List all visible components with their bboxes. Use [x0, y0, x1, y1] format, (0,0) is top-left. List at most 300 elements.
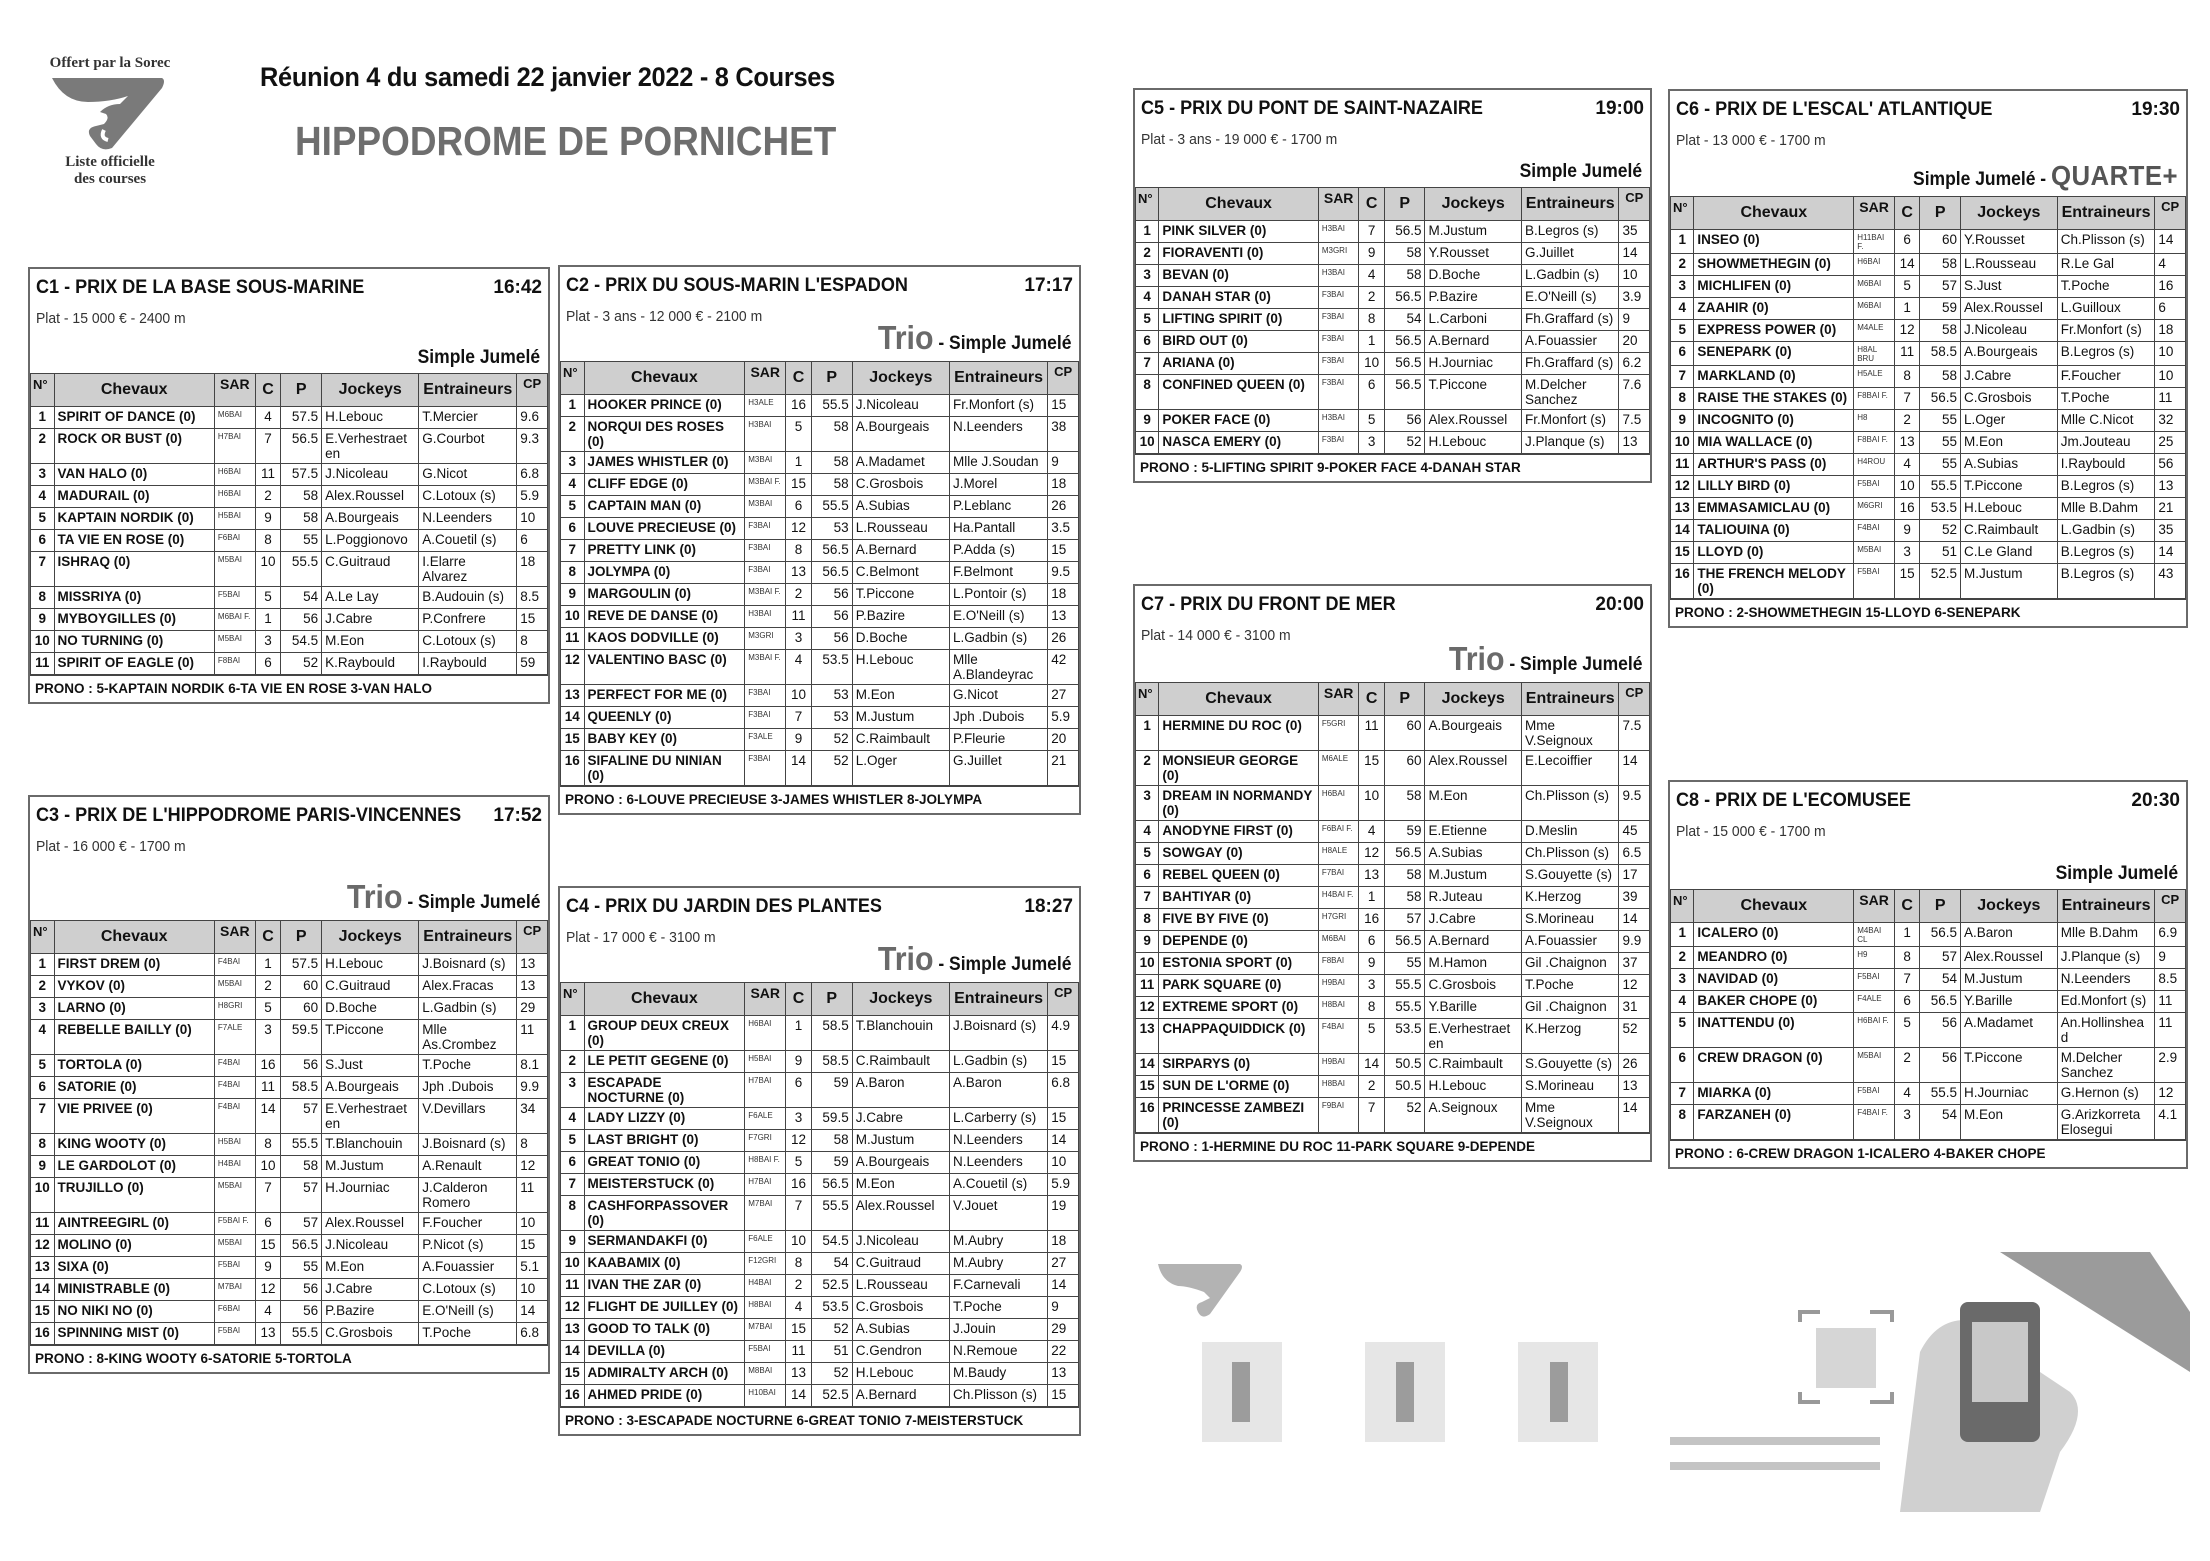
trainer: N.Leenders [949, 1130, 1047, 1152]
horse-sar: F3BAI [745, 518, 786, 540]
horse-name: JAMES WHISTLER (0) [584, 452, 745, 474]
horse-sar: H7BAI [745, 1174, 786, 1196]
trainer: I.Elarre Alvarez [419, 552, 517, 587]
weight: 59 [811, 1152, 852, 1174]
race-bet-types [1913, 160, 2178, 192]
jockey: A.Bourgeais [322, 1077, 419, 1099]
horse-sar: M3GRI [745, 628, 786, 650]
trainer: N.Leenders [419, 508, 517, 530]
race-prono: PRONO : 1-HERMINE DU ROC 11-PARK SQUARE 9-DEPENDE [1135, 1133, 1650, 1160]
draw: 7 [786, 707, 812, 729]
trainer: F.Carnevali [949, 1275, 1047, 1297]
jockey: L.Carboni [1425, 309, 1522, 331]
horse-name: LILLY BIRD (0) [1694, 476, 1854, 498]
table-header-row [1671, 197, 2186, 230]
runner-row [31, 1279, 548, 1301]
odds: 10 [1619, 265, 1650, 287]
weight: 53.5 [811, 650, 852, 685]
draw: 4 [786, 650, 812, 685]
horse-sar: M8BAI [745, 1363, 786, 1385]
horse-name: PERFECT FOR ME (0) [584, 685, 745, 707]
odds: 10 [517, 1279, 548, 1301]
odds: 4.9 [1048, 1016, 1079, 1051]
draw: 14 [786, 1385, 812, 1407]
column-header-trainer: Entraineurs [2057, 197, 2155, 230]
horse-name: CAPTAIN MAN (0) [584, 496, 745, 518]
runner-row [31, 998, 548, 1020]
horse-name: REBELLE BAILLY (0) [54, 1020, 214, 1055]
runners-table [30, 920, 548, 1345]
trainer: J.Calderon Romero [419, 1178, 517, 1213]
odds: 31 [1619, 997, 1650, 1019]
runner-row [561, 1073, 1079, 1108]
trainer: Mlle J.Soudan [949, 452, 1047, 474]
bet-trio-label: Trio [877, 319, 934, 356]
horse-name: SIRPARYS (0) [1159, 1054, 1318, 1076]
draw: 2 [1359, 287, 1384, 309]
odds: 4 [2155, 254, 2186, 276]
weight: 58 [1384, 865, 1425, 887]
weight: 53.5 [1920, 498, 1961, 520]
horse-name: MEANDRO (0) [1694, 947, 1854, 969]
race-time: 20:00 [1595, 594, 1644, 615]
draw: 7 [1894, 969, 1919, 991]
horse-sar: F5BAI [745, 1341, 786, 1363]
odds: 7.6 [1619, 375, 1650, 410]
runner-row [1671, 991, 2186, 1013]
horse-sar: F5BAI [1854, 564, 1895, 599]
weight: 56 [811, 584, 852, 606]
jockey: Y.Barille [1961, 991, 2058, 1013]
race-bet-types [418, 347, 540, 369]
horse-name: NO NIKI NO (0) [54, 1301, 214, 1323]
runner-row [31, 631, 548, 653]
runner-number: 2 [1136, 243, 1159, 265]
draw: 6 [1894, 230, 1919, 254]
trainer: P.Fleurie [949, 729, 1047, 751]
runner-row [31, 1178, 548, 1213]
trainer: P.Nicot (s) [419, 1235, 517, 1257]
horse-sar: H6BAI [214, 464, 255, 486]
jockey: T.Piccone [852, 584, 949, 606]
draw: 1 [255, 609, 281, 631]
weight: 50.5 [1384, 1054, 1425, 1076]
draw: 2 [255, 486, 281, 508]
jockey: C.Guitraud [852, 1253, 949, 1275]
column-header-trainer: Entraineurs [1521, 188, 1619, 221]
runner-number: 1 [1136, 716, 1159, 751]
horse-sar: H4BAI F. [1318, 887, 1359, 909]
horse-sar: H8BAI F. [745, 1152, 786, 1174]
race-title: C6 - PRIX DE L'ESCAL' ATLANTIQUE [1676, 99, 1993, 120]
column-header-sar: SAR [745, 983, 786, 1016]
horse-name: CHAPPAQUIDDICK (0) [1159, 1019, 1318, 1054]
trainer: S.Morineau [1521, 1076, 1619, 1098]
weight: 56 [281, 1301, 322, 1323]
horse-sar: F3BAI [745, 562, 786, 584]
runner-row [1136, 1076, 1650, 1098]
runner-number: 15 [1136, 1076, 1159, 1098]
jockey: P.Bazire [1425, 287, 1522, 309]
trainer: G.Juillet [1521, 243, 1619, 265]
weight: 55.5 [811, 496, 852, 518]
horse-name: REBEL QUEEN (0) [1159, 865, 1318, 887]
runner-row [561, 474, 1079, 496]
trainer: M.Delcher Sanchez [2057, 1048, 2155, 1083]
odds: 9.5 [1048, 562, 1079, 584]
horse-name: MIARKA (0) [1694, 1083, 1854, 1105]
odds: 9 [1619, 309, 1650, 331]
trainer: J.Planque (s) [2057, 947, 2155, 969]
horse-sar: F6BAI [214, 1301, 255, 1323]
weight: 56.5 [1384, 353, 1425, 375]
runner-row [1136, 931, 1650, 953]
trainer: P.Adda (s) [949, 540, 1047, 562]
runner-row [1671, 320, 2186, 342]
race-time: 17:52 [493, 805, 542, 826]
horse-sar: H8GRI [214, 998, 255, 1020]
horse-name: SPINNING MIST (0) [54, 1323, 214, 1345]
jockey: Alex.Roussel [322, 1213, 419, 1235]
draw: 11 [786, 606, 812, 628]
weight: 52.5 [1920, 564, 1961, 599]
weight: 52 [811, 1363, 852, 1385]
runner-number: 16 [1671, 564, 1694, 599]
trainer: F.Belmont [949, 562, 1047, 584]
weight: 55.5 [1384, 975, 1425, 997]
runner-row [1136, 353, 1650, 375]
weight: 53 [811, 518, 852, 540]
jockey: K.Raybould [322, 653, 419, 675]
draw: 8 [255, 530, 281, 552]
runner-row [561, 1108, 1079, 1130]
horse-sar: F5BAI [214, 1323, 255, 1345]
jockey: E.Etienne [1425, 821, 1522, 843]
odds: 15 [517, 1235, 548, 1257]
odds: 15 [1048, 540, 1079, 562]
runner-number: 12 [31, 1235, 55, 1257]
race-bet-types [1448, 640, 1642, 678]
runner-row [31, 976, 548, 998]
weight: 56 [1920, 1013, 1961, 1048]
trainer: D.Meslin [1521, 821, 1619, 843]
draw: 8 [1894, 947, 1919, 969]
jockey: Alex.Roussel [1425, 410, 1522, 432]
column-header-horse: Chevaux [1159, 188, 1318, 221]
runner-row [561, 1231, 1079, 1253]
runners-table [560, 982, 1079, 1407]
trainer: Ch.Plisson (s) [2057, 230, 2155, 254]
odds: 21 [1048, 751, 1079, 786]
horse-name: EXPRESS POWER (0) [1694, 320, 1854, 342]
horse-sar: H6BAI F. [1854, 1013, 1895, 1048]
runner-number: 3 [31, 998, 55, 1020]
runner-row [31, 552, 548, 587]
horse-sar: M5BAI [214, 976, 255, 998]
jockey: C.Le Gland [1961, 542, 2058, 564]
race-prono: PRONO : 3-ESCAPADE NOCTURNE 6-GREAT TONIO 7-MEISTERSTUCK [560, 1407, 1079, 1434]
table-header-row [1136, 683, 1650, 716]
runner-row [31, 653, 548, 675]
weight: 55.5 [811, 395, 852, 417]
runners-table [1135, 682, 1650, 1133]
draw: 5 [1894, 276, 1919, 298]
odds: 35 [2155, 520, 2186, 542]
horse-name: KAABAMIX (0) [584, 1253, 745, 1275]
runner-row [561, 1253, 1079, 1275]
horse-sar: F3BAI [745, 540, 786, 562]
runner-row [1671, 520, 2186, 542]
runner-number: 2 [561, 417, 585, 452]
horse-sar: H8BAI [1318, 1076, 1359, 1098]
odds: 14 [1619, 909, 1650, 931]
horse-name: POKER FACE (0) [1159, 410, 1318, 432]
draw: 9 [1359, 953, 1384, 975]
horse-sar: H3BAI [1318, 265, 1359, 287]
jockey: A.Subias [852, 496, 949, 518]
bet-types-label: Simple Jumelé [417, 347, 540, 368]
horse-name: ROCK OR BUST (0) [54, 429, 214, 464]
runner-row [31, 1235, 548, 1257]
jockey: C.Belmont [852, 562, 949, 584]
column-header-no: N° [1136, 683, 1159, 716]
horse-sar: M5BAI [1854, 542, 1895, 564]
draw: 3 [1894, 542, 1919, 564]
runner-number: 6 [1671, 342, 1694, 366]
odds: 12 [517, 1156, 548, 1178]
horse-name: GROUP DEUX CREUX (0) [584, 1016, 745, 1051]
column-header-jockey: Jockeys [1425, 683, 1522, 716]
weight: 58 [1920, 366, 1961, 388]
horse-name: MIA WALLACE (0) [1694, 432, 1854, 454]
weight: 53 [811, 707, 852, 729]
horse-sar: M6GRI [1854, 498, 1895, 520]
draw: 8 [1359, 309, 1384, 331]
horse-sar: F4BAI [1318, 1019, 1359, 1054]
horse-sar: M3BAI F. [745, 584, 786, 606]
runner-row [561, 584, 1079, 606]
odds: 5.9 [517, 486, 548, 508]
column-header-sar: SAR [1318, 188, 1359, 221]
odds: 12 [2155, 1083, 2186, 1105]
jockey: Alex.Roussel [322, 486, 419, 508]
horse-sar: F4BAI [214, 954, 255, 976]
jockey: A.Seignoux [1425, 1098, 1522, 1133]
runner-number: 2 [561, 1051, 585, 1073]
horse-name: TRUJILLO (0) [54, 1178, 214, 1213]
trainer: Ch.Plisson (s) [949, 1385, 1047, 1407]
odds: 27 [1048, 685, 1079, 707]
race-title: C8 - PRIX DE L'ECOMUSEE [1676, 790, 1911, 811]
jockey: A.Bourgeais [852, 417, 949, 452]
jockey: C.Raimbault [852, 1051, 949, 1073]
column-header-horse: Chevaux [54, 921, 214, 954]
horse-sar: M6BAI [1854, 276, 1895, 298]
jockey: C.Raimbault [852, 729, 949, 751]
race-header [30, 269, 548, 373]
horse-sar: H4BAI [214, 1156, 255, 1178]
race-time: 20:30 [2131, 790, 2180, 811]
horse-sar: F8BAI F. [1854, 432, 1895, 454]
draw: 10 [1359, 786, 1384, 821]
horse-name: NASCA EMERY (0) [1159, 432, 1318, 454]
odds: 11 [2155, 388, 2186, 410]
draw: 13 [786, 1363, 812, 1385]
odds: 11 [2155, 991, 2186, 1013]
weight: 56.5 [1384, 221, 1425, 243]
column-header-trainer: Entraineurs [2057, 890, 2155, 923]
jockey: A.Le Lay [322, 587, 419, 609]
odds: 14 [517, 1301, 548, 1323]
weight: 57 [281, 1099, 322, 1134]
jockey: R.Juteau [1425, 887, 1522, 909]
trainer: T.Poche [1521, 975, 1619, 997]
draw: 11 [1359, 716, 1384, 751]
draw: 1 [255, 954, 281, 976]
qr-scan-promo-icon [1140, 1252, 2190, 1512]
weight: 51 [1920, 542, 1961, 564]
odds: 42 [1048, 650, 1079, 685]
jockey: Alex.Roussel [1961, 947, 2058, 969]
runner-row [561, 562, 1079, 584]
horse-name: ARIANA (0) [1159, 353, 1318, 375]
horse-name: DEPENDE (0) [1159, 931, 1318, 953]
trainer: S.Gouyette (s) [1521, 865, 1619, 887]
runner-row [1671, 388, 2186, 410]
runner-row [31, 587, 548, 609]
trainer: Mlle C.Nicot [2057, 410, 2155, 432]
odds: 9 [1048, 452, 1079, 474]
horse-name: SIFALINE DU NINIAN (0) [584, 751, 745, 786]
runner-row [561, 628, 1079, 650]
column-header-c: C [255, 374, 281, 407]
horse-name: ICALERO (0) [1694, 923, 1854, 947]
jockey: D.Boche [322, 998, 419, 1020]
horse-name: DEVILLA (0) [584, 1341, 745, 1363]
race-bet-types [877, 940, 1071, 978]
weight: 55 [1920, 410, 1961, 432]
runner-number: 7 [561, 540, 585, 562]
weight: 56.5 [811, 562, 852, 584]
horse-sar: M5BAI [214, 1235, 255, 1257]
trainer: I.Raybould [2057, 454, 2155, 476]
runner-number: 1 [31, 954, 55, 976]
column-header-sar: SAR [214, 374, 255, 407]
logo-bottom-text-2: des courses [73, 171, 147, 187]
jockey: J.Nicoleau [322, 1235, 419, 1257]
odds: 26 [1619, 1054, 1650, 1076]
runner-number: 12 [561, 1297, 585, 1319]
column-header-jockey: Jockeys [1961, 890, 2058, 923]
odds: 56 [2155, 454, 2186, 476]
odds: 20 [1619, 331, 1650, 353]
trainer: Jph .Dubois [419, 1077, 517, 1099]
runner-number: 10 [31, 631, 55, 653]
horse-name: BAHTIYAR (0) [1159, 887, 1318, 909]
trainer: Gil .Chaignon [1521, 953, 1619, 975]
runner-row [1136, 221, 1650, 243]
runner-row [561, 1319, 1079, 1341]
jockey: J.Cabre [852, 1108, 949, 1130]
trainer: F.Foucher [2057, 366, 2155, 388]
draw: 10 [786, 685, 812, 707]
odds: 6.8 [517, 1323, 548, 1345]
weight: 52 [1384, 1098, 1425, 1133]
jockey: M.Justum [1961, 564, 2058, 599]
race-header [1670, 91, 2186, 196]
runner-number: 8 [31, 587, 55, 609]
trainer: G.Nicot [419, 464, 517, 486]
runner-row [1136, 375, 1650, 410]
horse-name: LADY LIZZY (0) [584, 1108, 745, 1130]
horse-sar: F7GRI [745, 1130, 786, 1152]
odds: 5.1 [517, 1257, 548, 1279]
horse-name: LE PETIT GEGENE (0) [584, 1051, 745, 1073]
trainer: I.Raybould [419, 653, 517, 675]
odds: 5.9 [1048, 1174, 1079, 1196]
horse-sar: F5BAI F. [214, 1213, 255, 1235]
jockey: A.Bourgeais [852, 1152, 949, 1174]
jockey: A.Baron [852, 1073, 949, 1108]
trainer: N.Remoue [949, 1341, 1047, 1363]
column-header-cp: CP [2155, 890, 2186, 923]
horse-sar: F5BAI [214, 1257, 255, 1279]
horse-sar: H6BAI [745, 1016, 786, 1051]
column-header-c: C [1359, 188, 1384, 221]
table-header-row [561, 362, 1079, 395]
bet-quarte-label: QUARTE+ [2050, 160, 2178, 191]
jockey: A.Madamet [1961, 1013, 2058, 1048]
horse-name: LLOYD (0) [1694, 542, 1854, 564]
horse-sar: F3BAI [1318, 353, 1359, 375]
horse-sar: F3BAI [745, 707, 786, 729]
runner-row [561, 1051, 1079, 1073]
horse-name: TALIOUINA (0) [1694, 520, 1854, 542]
jockey: E.Verhestraet en [1425, 1019, 1522, 1054]
weight: 56.5 [1384, 375, 1425, 410]
runner-number: 5 [561, 496, 585, 518]
horse-sar: M6BAI [1318, 931, 1359, 953]
odds: 6.8 [1048, 1073, 1079, 1108]
jockey: A.Bourgeais [1961, 342, 2058, 366]
trainer: L.Carberry (s) [949, 1108, 1047, 1130]
column-header-cp: CP [1048, 983, 1079, 1016]
trainer: A.Baron [949, 1073, 1047, 1108]
runner-row [561, 751, 1079, 786]
jockey: M.Eon [1961, 432, 2058, 454]
race-title: C3 - PRIX DE L'HIPPODROME PARIS-VINCENNES [36, 805, 462, 826]
column-header-p: P [281, 374, 322, 407]
horse-name: FIORAVENTI (0) [1159, 243, 1318, 265]
trainer: B.Legros (s) [2057, 542, 2155, 564]
race-bet-types [346, 878, 540, 916]
jockey: H.Journiac [1425, 353, 1522, 375]
runner-number: 6 [1136, 865, 1159, 887]
trainer: B.Legros (s) [2057, 476, 2155, 498]
race-conditions: Plat - 15 000 € - 1700 m [1676, 823, 1826, 840]
horse-sar: M3BAI F. [745, 474, 786, 496]
jockey: M.Eon [852, 1174, 949, 1196]
jockey: C.Guitraud [322, 976, 419, 998]
weight: 52.5 [811, 1385, 852, 1407]
venue-title: HIPPODROME DE PORNICHET [295, 118, 837, 164]
runner-number: 9 [1136, 410, 1159, 432]
draw: 13 [1894, 432, 1919, 454]
horse-sar: F3BAI [745, 751, 786, 786]
horse-sar: H3ALE [745, 395, 786, 417]
trainer: Fh.Graffard (s) [1521, 353, 1619, 375]
horse-sar: F8BAI F. [1854, 388, 1895, 410]
